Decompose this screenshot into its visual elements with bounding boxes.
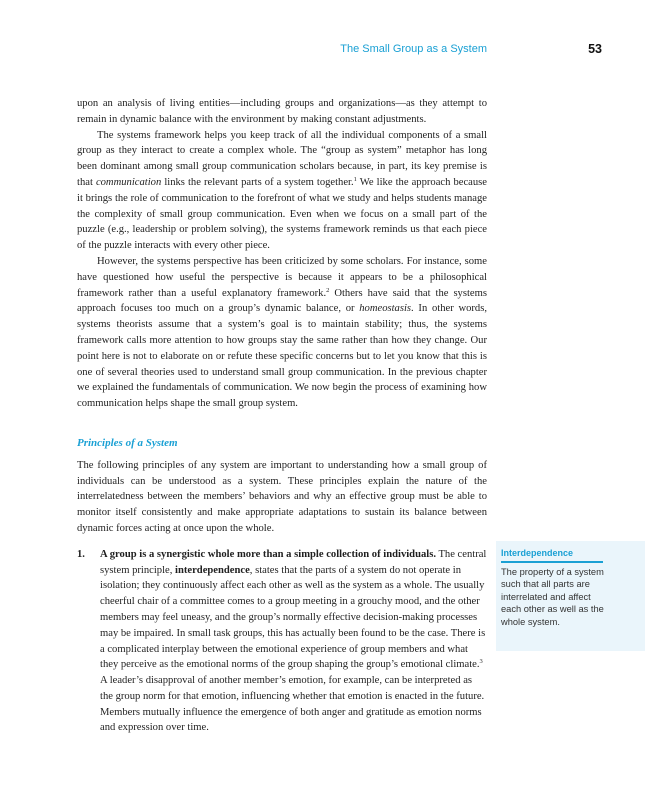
footnote-ref-3: 3 — [479, 658, 483, 666]
footnote-ref-1: 1 — [353, 175, 357, 183]
text-run: links the relevant parts of a system together. — [161, 176, 354, 188]
glossary-term: Interdependence — [501, 548, 603, 563]
text-run: , states that the parts of a system do not operate in isolation; they continuously affect each other as well as the system as a whole. The usually cheerful chair of a committee comes to a group meeting in a grouchy mood, and the other members may feel uneasy, and the group’s normally effective decision-making processes may be impaired. In small task groups, this has actually been found to be the case. There is a complicated interplay between the emotional experience of group members and what they perceive as the emotional norms of the group shaping the group’s emotional climate. — [100, 564, 486, 671]
paragraph-systems-framework — [77, 128, 487, 254]
running-head — [0, 43, 645, 59]
list-item — [77, 547, 487, 737]
item-text — [100, 547, 487, 737]
glossary-sidebar — [496, 541, 645, 651]
paragraph-continued: upon an analysis of living entities—including groups and organizations—as they attempt to remain in dynamic balance with the environment by making constant adjustments. — [77, 98, 487, 125]
text-run: A leader’s disapproval of another member’s emotion, for example, can be interpreted as the group norm for that emotion, influencing whether that emotion is enacted in the future. Members mutually influence the emergence of both anger and gratitude as emotion norms and expression over time. — [100, 675, 485, 734]
paragraph-principles-intro: The following principles of any system are important to understanding how a small group of individuals can be understood as a system. These principles explain the nature of the interrelatedness between the members’ behaviors and why an effective group must be able to monitor itself consistently and make appropriate adaptations to sustain its balance between dynamic forces acting at once upon the whole. — [77, 459, 487, 534]
text-run: We like the approach because it brings the role of communication to the forefront of what we study and helps students manage the complexity of small group communication. Even when we focus on a small part of the puzzle (e.g., leadership or problem solving), the systems framework reminds us that each piece of the puzzle interacts with every other piece. — [77, 176, 487, 252]
running-title: The Small Group as a System — [340, 43, 487, 55]
text-run: However, the systems perspective has been criticized by some scholars. For instance, some have questioned how useful the perspective is because it appears to be a philosophical framework rather than a useful explanatory framework. — [77, 255, 487, 299]
page-number: 53 — [588, 42, 602, 56]
text-run: . In other words, systems theorists assume that a system’s goal is to maintain stability; thus, the systems framework calls more attention to how groups stay the same rather than how they change. Our point here is not to elaborate on or refute these specific concerns but to let you know that this is one of several theories used to understand small group communication. In the previous chapter we explained the fundamentals of communication. We now begin the process of examining how communication helps shape the small group system. — [77, 303, 487, 410]
text-run: The systems framework helps you keep track of all the individual components of a small group as they interact to create a complex whole. The “group as system” metaphor has long been dominant among small group communication scholars because, in part, its key premise is that — [77, 129, 487, 188]
text-run: Others have said that the systems approach focuses too much on a group’s dynamic balance, or — [77, 287, 487, 315]
body-column — [77, 96, 487, 736]
item-number: 1. — [77, 548, 85, 560]
emphasis-communication: communication — [95, 176, 162, 188]
text-run: The central system principle, — [100, 548, 487, 576]
glossary-definition: The property of a system such that all parts are interrelated and affect each other as well as the whole system. — [501, 567, 604, 627]
paragraph-criticism — [77, 254, 487, 412]
item-lead: A group is a synergistic whole more than a simple collection of individuals. — [100, 548, 436, 560]
emphasis-homeostasis: homeostasis — [359, 303, 412, 315]
key-term-interdependence: interdependence — [175, 564, 250, 576]
section-heading: Principles of a System — [77, 436, 178, 449]
footnote-ref-2: 2 — [326, 286, 330, 294]
